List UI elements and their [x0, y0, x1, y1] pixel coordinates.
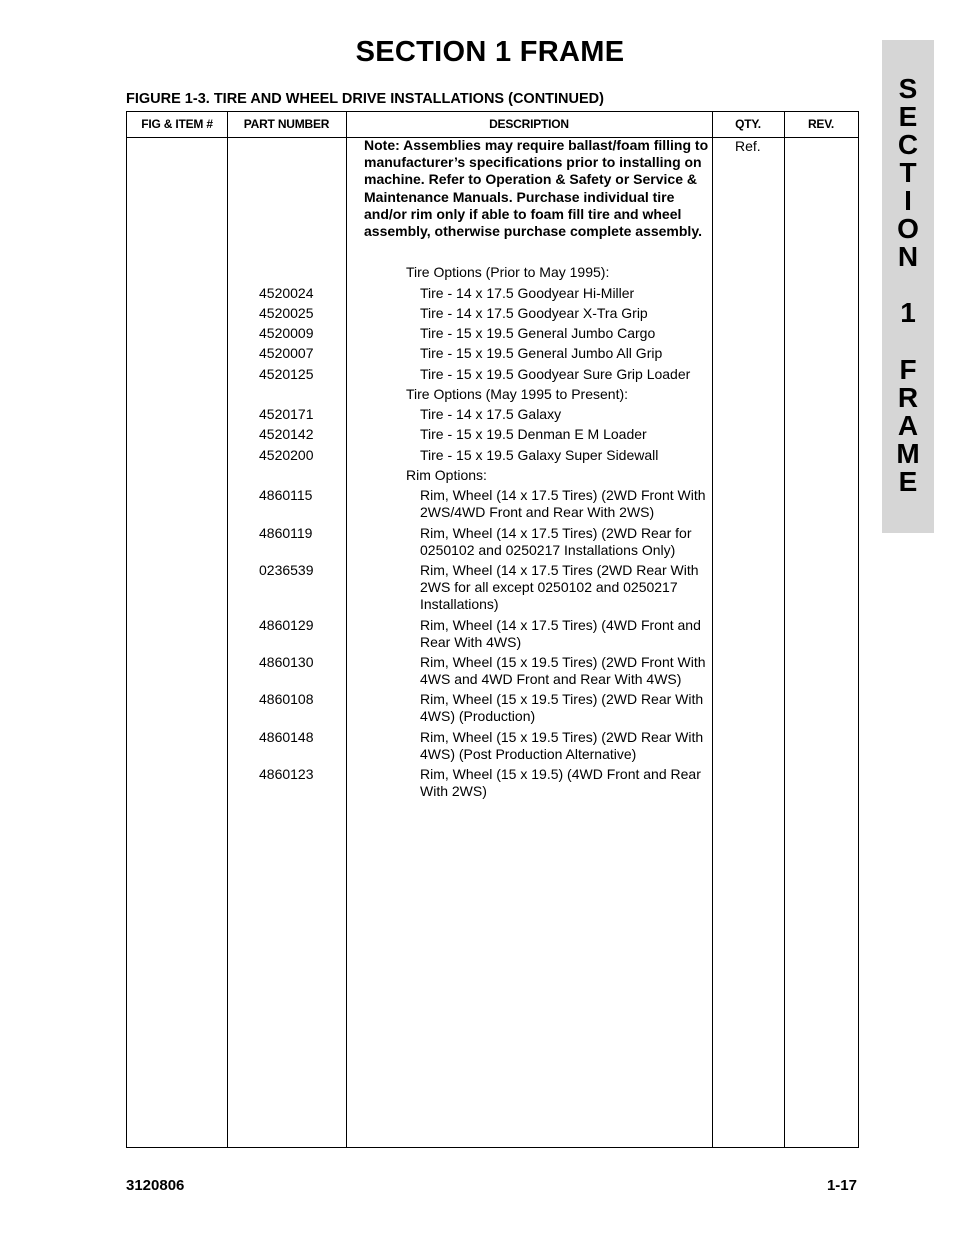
document-number: 3120806	[126, 1177, 185, 1194]
column-divider	[346, 112, 347, 1147]
tab-letter: 1	[900, 297, 916, 328]
part-description: Tire - 15 x 19.5 Galaxy Super Sidewall	[420, 447, 659, 463]
part-description: Rim, Wheel (15 x 19.5) (4WD Front and Rear With 2WS)	[420, 766, 701, 800]
part-number: 4860130	[259, 654, 314, 670]
tab-letter: O	[897, 213, 919, 244]
part-number: 4520200	[259, 447, 314, 463]
part-number: 4860123	[259, 766, 314, 782]
column-divider	[784, 112, 785, 1147]
group-heading: Tire Options (Prior to May 1995):	[406, 264, 610, 280]
part-description: Tire - 15 x 19.5 General Jumbo All Grip	[420, 345, 663, 361]
part-number: 4520125	[259, 366, 314, 382]
part-description: Rim, Wheel (15 x 19.5 Tires) (2WD Rear With 4WS) (Post Production Alternative)	[420, 729, 704, 763]
part-description: Rim, Wheel (14 x 17.5 Tires) (2WD Front With 2WS/4WD Front and Rear With 2WS)	[420, 487, 706, 521]
part-number: 4520171	[259, 406, 314, 422]
figure-title: FIGURE 1-3. TIRE AND WHEEL DRIVE INSTALLATIONS (CONTINUED)	[126, 91, 604, 107]
tab-letter: E	[898, 466, 918, 497]
part-number: 0236539	[259, 562, 314, 578]
section-title: SECTION 1 FRAME	[355, 36, 625, 68]
part-description: Tire - 15 x 19.5 Denman E M Loader	[420, 426, 647, 442]
header-part-number: PART NUMBER	[243, 117, 330, 131]
assembly-note: Note: Assemblies may require ballast/foam filling to manufacturer’s specifications prior to installing on machine. Refer to Operation & Safety or Service & Maintenance Manuals. Purchase individual tire and/or rim only if able to foam fill tire and wheel assembly, otherwise purchase complete assembly.	[364, 137, 709, 240]
tab-letter: I	[904, 185, 912, 216]
header-rev: REV.	[807, 117, 835, 131]
part-description: Tire - 14 x 17.5 Goodyear Hi-Miller	[420, 285, 635, 301]
tab-letter: N	[897, 241, 919, 272]
part-number: 4860119	[259, 525, 313, 541]
part-number: 4860148	[259, 729, 314, 745]
part-number: 4860108	[259, 691, 314, 707]
column-divider	[712, 112, 713, 1147]
part-number: 4520142	[259, 426, 314, 442]
note-qty: Ref.	[735, 138, 761, 154]
part-number: 4860129	[259, 617, 314, 633]
part-description: Tire - 15 x 19.5 General Jumbo Cargo	[420, 325, 656, 341]
part-description: Tire - 15 x 19.5 Goodyear Sure Grip Loader	[420, 366, 691, 382]
tab-letter: E	[898, 101, 918, 132]
tab-letter: F	[899, 354, 917, 385]
header-fig-item: FIG & ITEM #	[141, 117, 213, 131]
tab-letter: T	[899, 157, 917, 188]
tab-letter: R	[897, 382, 919, 413]
part-number: 4520009	[259, 325, 314, 341]
part-description: Tire - 14 x 17.5 Goodyear X-Tra Grip	[420, 305, 648, 321]
part-number: 4520025	[259, 305, 314, 321]
part-number: 4860115	[259, 487, 313, 503]
part-number: 4520024	[259, 285, 314, 301]
tab-letter: C	[897, 129, 919, 160]
group-heading: Rim Options:	[406, 467, 487, 483]
section-side-tab	[882, 40, 934, 533]
header-description: DESCRIPTION	[489, 117, 569, 131]
column-divider	[227, 112, 228, 1147]
part-description: Tire - 14 x 17.5 Galaxy	[420, 406, 562, 422]
part-description: Rim, Wheel (14 x 17.5 Tires (2WD Rear With 2WS for all except 0250102 and 0250217 Installations)	[420, 562, 699, 613]
part-number: 4520007	[259, 345, 314, 361]
tab-letter: A	[897, 410, 919, 441]
group-heading: Tire Options (May 1995 to Present):	[406, 386, 629, 402]
tab-letter: M	[896, 438, 920, 469]
part-description: Rim, Wheel (15 x 19.5 Tires) (2WD Front With 4WS and 4WD Front and Rear With 4WS)	[420, 654, 706, 688]
tab-letter: S	[898, 73, 918, 104]
header-qty: QTY.	[735, 117, 761, 131]
page-number: 1-17	[826, 1177, 857, 1194]
part-description: Rim, Wheel (14 x 17.5 Tires) (4WD Front and Rear With 4WS)	[420, 617, 701, 651]
part-description: Rim, Wheel (14 x 17.5 Tires) (2WD Rear for 0250102 and 0250217 Installations Only)	[420, 525, 692, 559]
part-description: Rim, Wheel (15 x 19.5 Tires) (2WD Rear With 4WS) (Production)	[420, 691, 704, 725]
